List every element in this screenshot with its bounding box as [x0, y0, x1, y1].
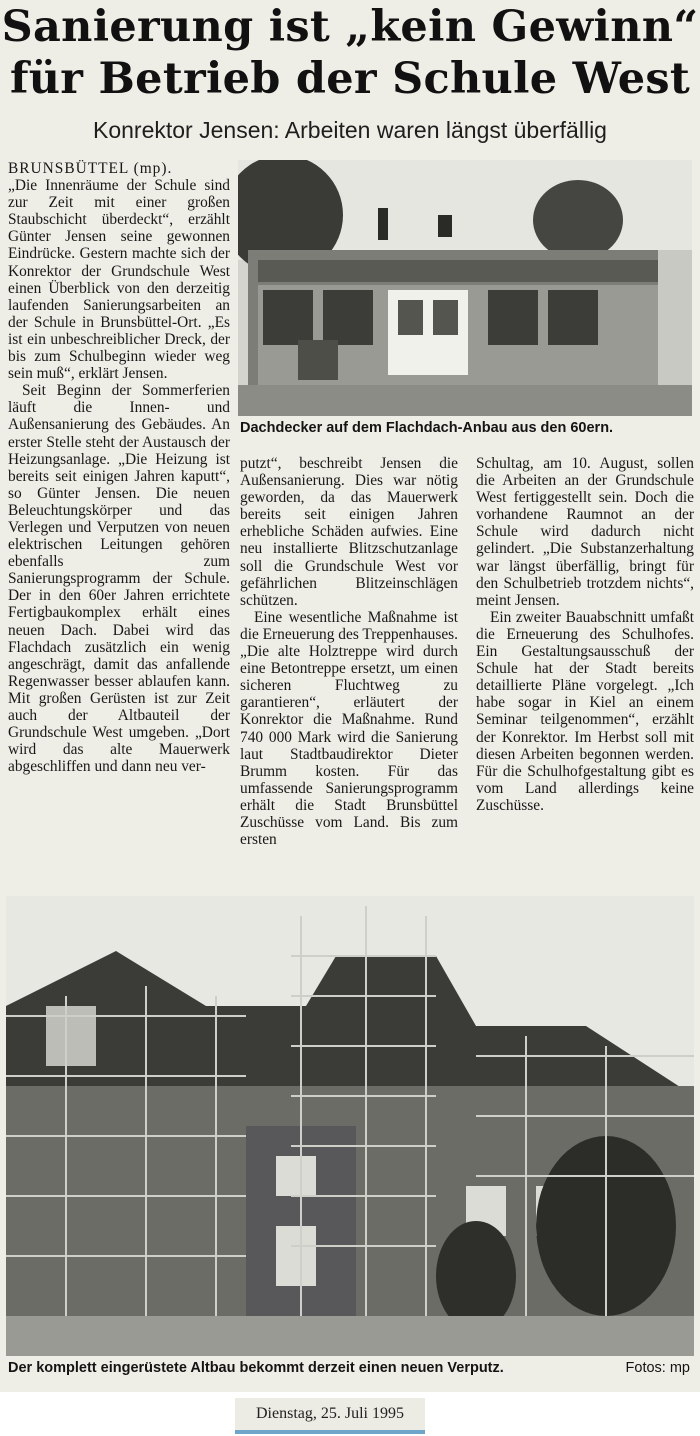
- photo-scaffolded-building-image: [6, 896, 694, 1356]
- paragraph: Eine wesentliche Maßnahme ist die Erneuerung des Treppenhauses. „Die alte Holztreppe wird durch eine Betontreppe ersetzt, um einen sicheren Fluchtweg zu garantieren“, erläutert der Konrektor die Maßnahme. Rund 740 000 Mark wird die Sanierung laut Stadtbaudirektor Dieter Brumm kosten. Für das umfassende Sanierungsprogramm erhält die Stadt Brunsbüttel Zuschüsse vom Land. Bis zum ersten: [240, 608, 458, 849]
- paragraph: putzt“, beschreibt Jensen die Außensanierung. Dies war nötig geworden, da das Mauerwerk bereits seit einigen Jahren erhebliche Schäden aufwies. Eine neu installierte Blitzschutzanlage soll die Grundschule West vor gefährlichen Blitzeinschlägen schützen.: [240, 455, 458, 609]
- subheadline: Konrektor Jensen: Arbeiten waren längst überfällig: [93, 117, 607, 143]
- photo-credit: Fotos: mp: [625, 1360, 690, 1376]
- photo-scaffolded-building: [6, 896, 694, 1356]
- photo-roofers-flat-roof: [238, 160, 692, 416]
- headline-line-1: Sanierung ist „kein Gewinn“: [1, 2, 699, 52]
- photo-caption-top: Dachdecker auf dem Flachdach-Anbau aus den 60ern.: [240, 420, 614, 436]
- paragraph: Seit Beginn der Sommerferien läuft die Innen- und Außensanierung des Gebäudes. An erster Stelle steht der Austausch der Heizungsanlage. „Die Heizung ist bereits seit einigen Jahren kaputt“, so Günter Jensen. Die neuen Beleuchtungskörper und das Verlegen und Verputzen von neuen elektrischen Leitungen gehören ebenfalls zum Sanierungsprogramm der Schule. Der in den 60er Jahren errichtete Fertigbaukomplex erhält eines neuen Dach. Dabei wird das Flachdach zusätzlich ein wenig angeschrägt, damit das anfallende Regenwasser besser ablaufen kann. Mit großen Gerüsten ist zur Zeit auch der Altbauteil der Grundschule West umgeben. „Dort wird das alte Mauerwerk abgeschliffen und dann neu ver-: [8, 382, 230, 776]
- headline-line-2: für Betrieb der Schule West: [9, 54, 691, 104]
- paragraph: Schultag, am 10. August, sollen die Arbeiten an der Grundschule West fertiggestellt sein. Doch die vorhandene Raumnot an der Schule wird dadurch nicht gelindert. „Die Substanzerhaltung war längst überfällig, bringt für den Schulbetrieb trotzdem nichts“, meint Jensen.: [476, 455, 694, 609]
- photo-roofers-image: [238, 160, 692, 416]
- paragraph: Ein zweiter Bauabschnitt umfaßt die Erneuerung des Schulhofes. Ein Gestaltungsausschuß der Schule hat der Stadt bereits detaillierte Pläne vorgelegt. „Ich habe sogar in Kiel an einem Seminar teilgenommen“, erzählt der Konrektor. Im Herbst soll mit diesen Arbeiten begonnen werden. Für die Schulhofgestaltung gibt es vom Land allerdings keine Zuschüsse.: [476, 608, 694, 814]
- paragraph: „Die Innenräume der Schule sind zur Zeit mit einer großen Staubschicht überdeckt“, erzählt Günter Jensen seine gewonnen Eindrücke. Gestern machte sich der Konrektor der Grundschule West einen Überblick von den derzeitig laufenden Sanierungsarbeiten an der Schule in Brunsbüttel-Ort. „Es ist ein unbeschreiblicher Dreck, der bis zum Schulbeginn wieder weg sein muß“, erklärt Jensen.: [8, 177, 230, 383]
- photo-caption-bottom: Der komplett eingerüstete Altbau bekommt derzeit einen neuen Verputz.: [8, 1360, 504, 1376]
- article-column-3: [476, 455, 694, 814]
- article-column-2: [240, 455, 458, 848]
- article-column-1: [8, 160, 230, 775]
- dateline: BRUNSBÜTTEL (mp).: [8, 160, 173, 177]
- date-label: Dienstag, 25. Juli 1995: [235, 1398, 425, 1434]
